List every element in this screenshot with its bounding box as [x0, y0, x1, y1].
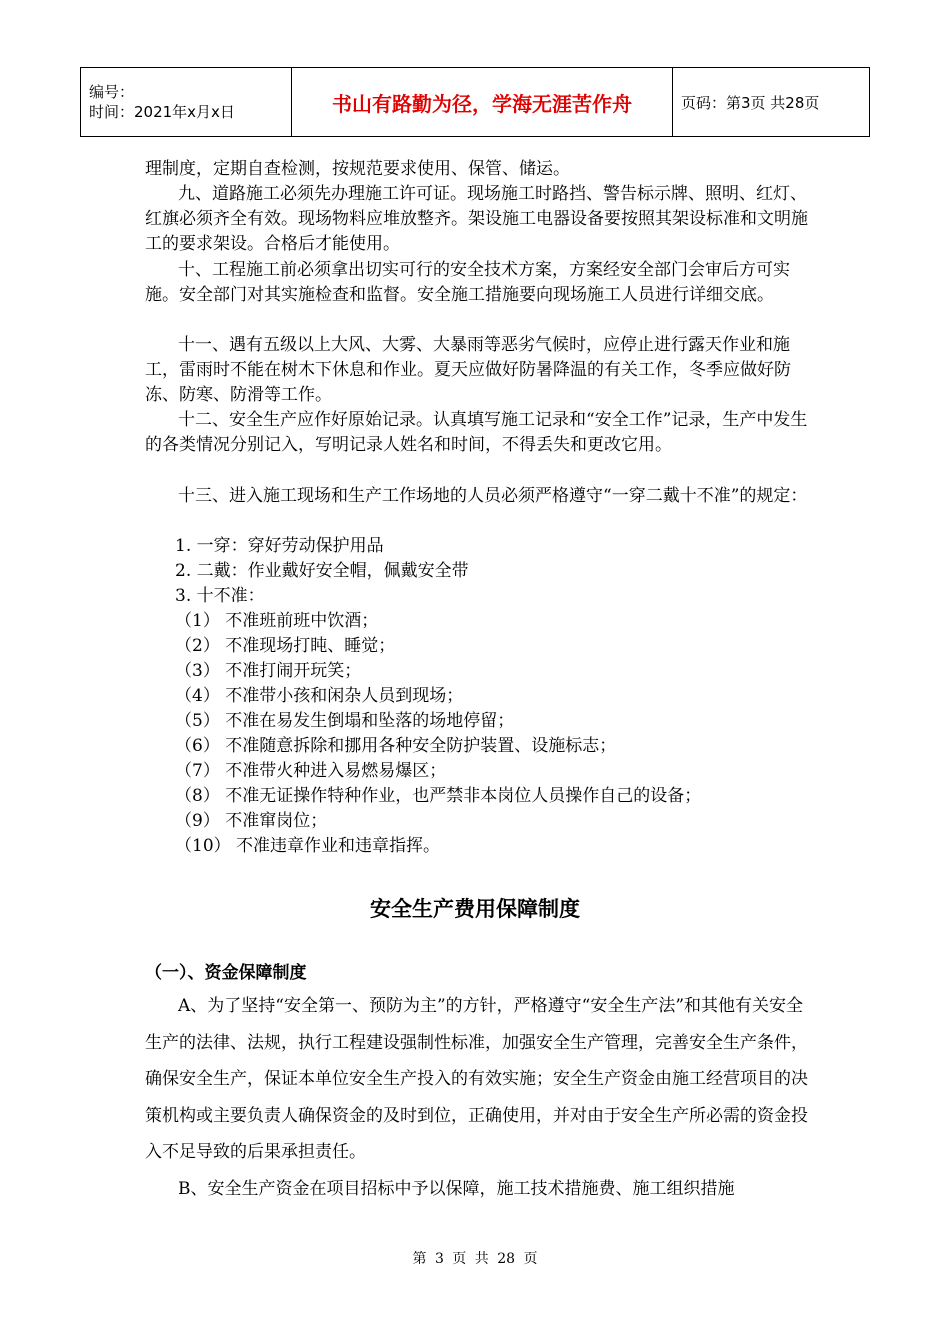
paragraph-A: A、为了坚持“安全第一、预防为主”的方针，严格遵守“安全生产法”和其他有关安全生产的法律、法规，执行工程建设强制性标准，加强安全生产管理，完善安全生产条件，确保安全生产，保证本单位安全生产投入的有效实施；安全生产资金由施工经营项目的决策机构或主要负责人确保资金的及时到位，正确使用，并对由于安全生产所必需的资金投入不足导致的后果承担责任。	[145, 996, 808, 1163]
page-footer: 第 3 页 共 28 页	[412, 1251, 538, 1267]
list-item: （1） 不准班前班中饮酒；	[175, 611, 379, 631]
paragraph-item-10: 十、工程施工前必须拿出切实可行的安全技术方案，方案经安全部门会审后方可实施。安全部门对其实施检查和监督。安全施工措施要向现场施工人员进行详细交底。	[145, 260, 790, 306]
list-item: （3） 不准打闹开玩笑；	[175, 661, 362, 681]
section-title: 安全生产费用保障制度	[370, 897, 580, 921]
paragraph-item-13: 十三、进入施工现场和生产工作场地的人员必须严格遵守“一穿二戴十不准”的规定：	[178, 486, 808, 506]
paragraph-continuation: 理制度，定期自查检测，按规范要求使用、保管、储运。	[145, 159, 570, 179]
list-item: （6） 不准随意拆除和挪用各种安全防护装置、设施标志；	[175, 736, 617, 756]
list-item: （7） 不准带火种进入易燃易爆区；	[175, 761, 447, 781]
document-number-label: 编号：	[89, 83, 135, 101]
header-table	[80, 67, 870, 137]
document-date: 时间：2021年x月x日	[89, 103, 235, 121]
list-item: 2. 二戴：作业戴好安全帽，佩戴安全带	[175, 561, 469, 581]
paragraph-item-9: 九、道路施工必须先办理施工许可证。现场施工时路挡、警告标示牌、照明、红灯、红旗必须齐全有效。现场物料应堆放整齐。架设施工电器设备要按照其架设标准和文明施工的要求架设。合格后才能使用。	[145, 184, 808, 255]
paragraph-item-11: 十一、遇有五级以上大风、大雾、大暴雨等恶劣气候时，应停止进行露天作业和施工，雷雨时不能在树木下休息和作业。夏天应做好防暑降温的有关工作，冬季应做好防冻、防寒、防滑等工作。	[145, 335, 791, 406]
subsection-title: （一）、资金保障制度	[145, 963, 307, 983]
paragraph-item-12: 十二、安全生产应作好原始记录。认真填写施工记录和“安全工作”记录，生产中发生的各类情况分别记入，写明记录人姓名和时间，不得丢失和更改它用。	[145, 410, 808, 456]
list-item: （4） 不准带小孩和闲杂人员到现场；	[175, 686, 464, 706]
list-item: （10） 不准违章作业和违章指挥。	[175, 836, 441, 856]
list-item: （5） 不准在易发生倒塌和坠落的场地停留；	[175, 711, 515, 731]
list-item: （2） 不准现场打盹、睡觉；	[175, 636, 396, 656]
header-left-cell	[81, 68, 292, 137]
header-page-info: 页码：第3页 共28页	[673, 68, 870, 137]
list-item: 1. 一穿：穿好劳动保护用品	[175, 536, 384, 556]
list-item: （9） 不准窜岗位；	[175, 811, 328, 831]
paragraph-B: B、安全生产资金在项目招标中予以保障，施工技术措施费、施工组织措施	[178, 1179, 735, 1199]
list-item: （8） 不准无证操作特种作业，也严禁非本岗位人员操作自己的设备；	[175, 786, 702, 806]
list-item: 3. 十不准：	[175, 586, 265, 606]
header-motto: 书山有路勤为径，学海无涯苦作舟	[292, 68, 673, 137]
